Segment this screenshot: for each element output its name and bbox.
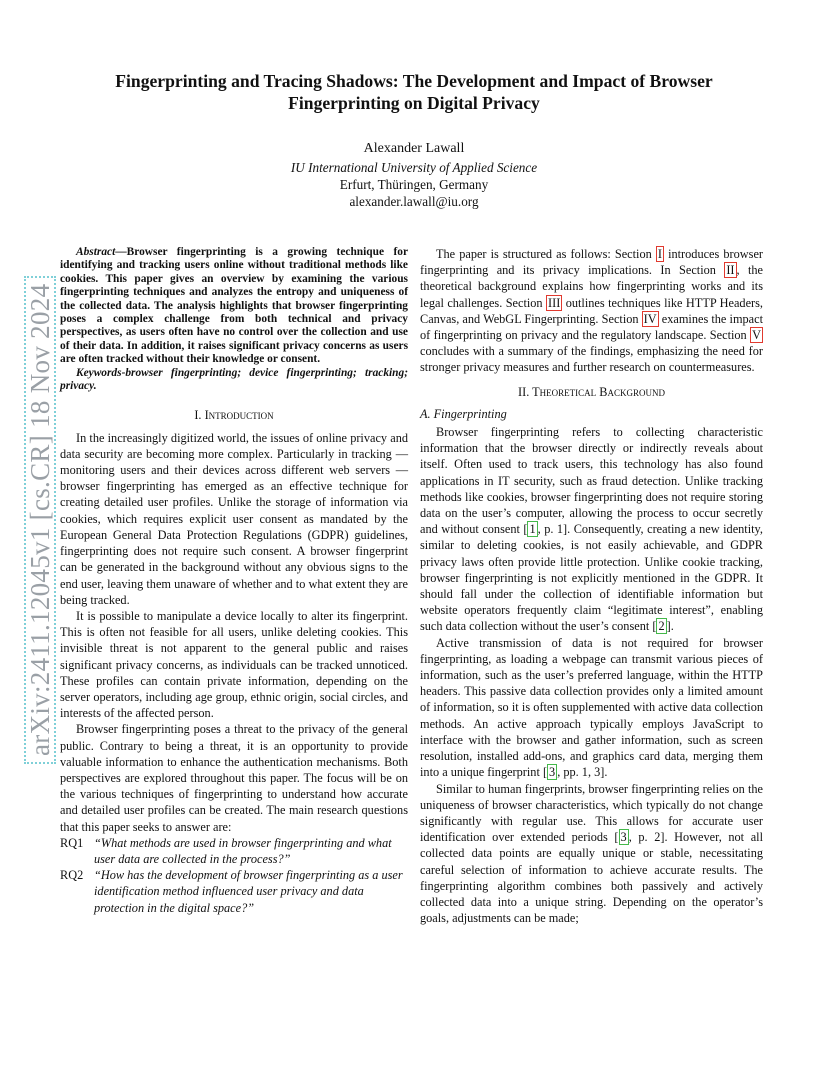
citation-link-1[interactable]: 1: [529, 522, 536, 537]
paragraph-text: Active transmission of data is not required for browser fingerprinting, as loading a webpage can transmit various pieces of information, such as the user’s preferred language, within the HTTP headers. This passive data collection provides only a limited amount of information, so it is often supplemented with active data collection methods. An active approach typically employs JavaScript to interface with the browser and gather information, such as screen resolution, installed add-ons, and graphics card data, merging them into a unique fingerprint [: [420, 635, 763, 780]
theory-paragraph-3: [420, 781, 763, 927]
author-location: Erfurt, Thüringen, Germany: [339, 177, 489, 192]
abstract: [60, 246, 408, 367]
paragraph-text: , p. 2]. However, not all collected data points are equally unique or stable, necessitating careful selection of information to achieve accurate results. The fingerprinting algorithm combines both passively and actively collected data into a unique string. Depending on the operator’s goals, adjustments can be made;: [420, 830, 764, 926]
rq1-label: RQ1: [60, 835, 84, 850]
research-question-1: [60, 835, 408, 867]
section-link-2[interactable]: II: [726, 263, 735, 278]
author-email[interactable]: alexander.lawall@iu.org: [349, 194, 479, 209]
section-link-1[interactable]: I: [657, 247, 662, 261]
structure-text: The paper is structured as follows: Section: [436, 247, 656, 261]
intro-paragraph-2: It is possible to manipulate a device locally to alter its fingerprint. This is often not feasible for all users, unlike deleting cookies. This invisible threat is not apparent to the general public and raises significant privacy concerns, as individuals can be tracked unnoticed. These profiles can contain private information, depending on the server operators, including age group, ethnic origin, social circles, and interests of the affected person.: [60, 608, 408, 721]
citation-link-3[interactable]: 3: [549, 765, 556, 780]
author-name: Alexander Lawall: [363, 141, 465, 156]
structure-text: introduces browser fingerprinting and its privacy implications. In Section: [420, 247, 763, 278]
rq2-label: RQ2: [60, 868, 84, 883]
intro-paragraph-1: In the increasingly digitized world, the issues of online privacy and data security are becoming more complex. Particularly in tracking — monitoring users and their devices across different web servers — browser fingerprinting has emerged as an effective technique for creating detailed user profiles. Unlike the storage of information via cookies, which requires explicit user consent as mandated by the European General Data Protection Regulations (GDPR) guidelines, fingerprinting does not require such consent. A browser fingerprint can be generated in the background without any obvious signs to the end user, leaving them unaware of whether and to what extent they are being tracked.: [60, 430, 408, 607]
section-link-3[interactable]: III: [548, 295, 561, 310]
structure-text: outlines techniques like HTTP Headers, Canvas, and WebGL Fingerprinting. Section: [420, 295, 763, 326]
keywords: Keywords-browser fingerprinting; device fingerprinting; tracking; privacy.: [60, 366, 408, 393]
rq1-text: “What methods are used in browser fingerprinting and what user data are collected in the process?”: [94, 835, 392, 866]
section-link-5[interactable]: V: [752, 328, 761, 343]
theory-paragraph-2: [420, 635, 763, 781]
paper-title: Fingerprinting and Tracing Shadows: The Development and Impact of Browser Fingerprinting on Digital Privacy: [115, 71, 713, 113]
abstract-label: Abstract: [76, 246, 116, 258]
research-question-2: [60, 867, 408, 916]
author-block: [214, 140, 614, 210]
author-affiliation: IU International University of Applied Science: [290, 160, 538, 175]
structure-text: concludes with a summary of the findings, emphasizing the need for stronger privacy measures and further research on countermeasures.: [420, 344, 763, 375]
intro-paragraph-3: Browser fingerprinting poses a threat to the privacy of the general public. Contrary to being a threat, it is an opportunity to provide valuable information to enhance the authentication mechanisms. Both perspectives are explored throughout this paper. The focus will be on the various techniques of fingerprinting to understand how accurate and detailed user profiles can be created. The main research questions that this paper seeks to answer are:: [60, 722, 408, 834]
arxiv-identifier-stamp[interactable]: arXiv:2411.12045v1 [cs.CR] 18 Nov 2024: [24, 276, 56, 764]
right-column: [420, 246, 763, 926]
theory-paragraph-1: [420, 424, 763, 635]
structure-text: examines the impact of fingerprinting on privacy and the regulatory landscape. Section: [420, 311, 763, 343]
structure-paragraph: [420, 246, 763, 376]
paragraph-text: , p. 1]. Consequently, creating a new identity, similar to deleting cookies, is not easily achievable, and GDPR privacy laws often provide little protection. Unlike cookie tracking, browser fingerprinting is not explicitly mentioned in the GDPR. It should fall under the collection of identifiable information but website operators frequently claim “legitimate interest”, enabling such data collection without the user’s consent [: [420, 522, 763, 634]
section-heading-introduction: I. Introduction: [194, 408, 274, 423]
section-link-4[interactable]: IV: [643, 311, 657, 326]
citation-link-2[interactable]: 2: [658, 619, 665, 634]
paragraph-text: Similar to human fingerprints, browser fingerprinting relies on the uniqueness of browser characteristics, which typically do not change significantly with regular use. This allows for accurate user identification over extended periods [: [420, 781, 763, 845]
section-heading-theoretical-background: II. Theoretical Background: [518, 384, 665, 399]
abstract-text: —Browser fingerprinting is a growing technique for identifying and tracking users online without traditional methods like cookies. This paper gives an overview by examining the various fingerprinting techniques and analyzes the entropy and uniqueness of the collected data. The analysis highlights that browser fingerprinting poses a complex challenge from both technical and privacy perspectives, as users often have no control over the collection and use of their data. In addition, it raises significant privacy concerns as users are often tracked without their knowledge or consent.: [60, 246, 408, 366]
left-column: [60, 246, 408, 916]
paragraph-text: ].: [666, 619, 674, 634]
paragraph-text: , pp. 1, 3].: [557, 765, 608, 780]
structure-text: , the theoretical background explains how fingerprinting works and its legal challenges. Section: [420, 263, 764, 310]
rq2-text: “How has the development of browser fingerprinting as a user identification method influenced user privacy and data protection in the digital space?”: [94, 868, 403, 915]
citation-link-3[interactable]: 3: [620, 830, 627, 845]
subsection-heading-fingerprinting: A. Fingerprinting: [420, 406, 507, 421]
paragraph-text: Browser fingerprinting refers to collecting characteristic information that the browser directly or indirectly reveals about itself. Often used to track users, this technology has also found applications in IT security, such as fraud detection. Unlike tracking methods like cookies, browser fingerprinting does not require storing data on the user’s computer, allowing the process to occur secretly and without consent [: [420, 425, 763, 537]
